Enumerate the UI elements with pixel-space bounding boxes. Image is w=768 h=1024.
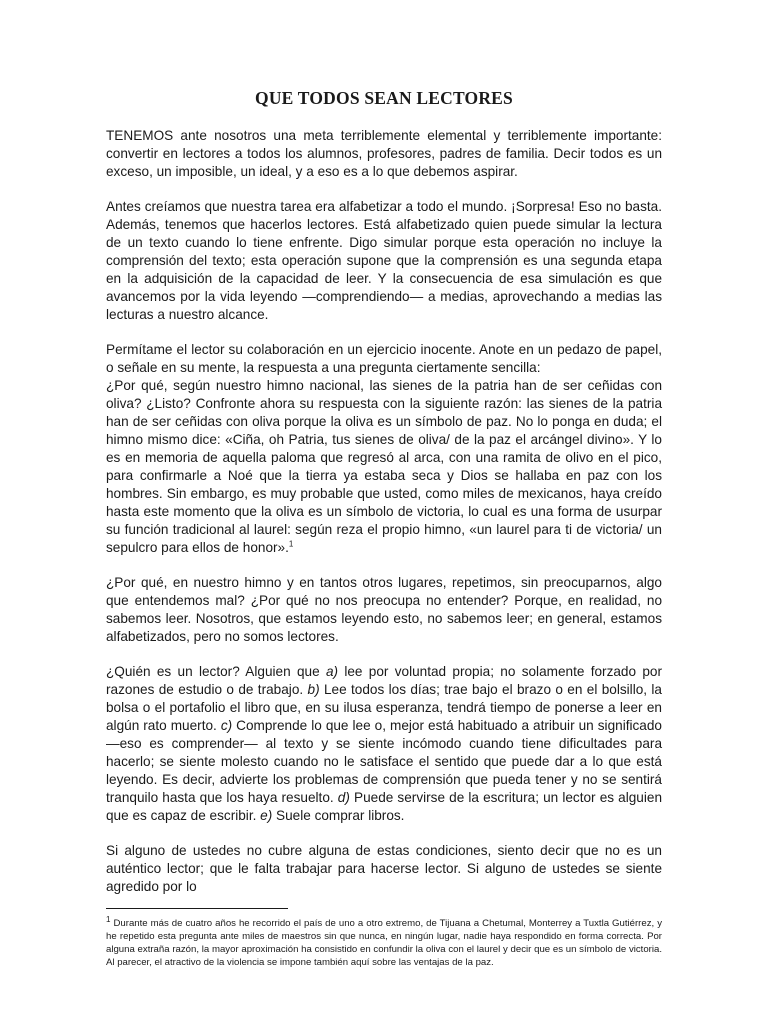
- list-marker-c: c): [220, 718, 233, 733]
- paragraph-3b-text: ¿Por qué, según nuestro himno nacional, las sienes de la patria han de ser ceñidas con oliva? ¿Listo? Confronte ahora su respuesta con la siguiente razón: las sienes de la patria han de ser ceñidas con oliva porque la oliva es un símbolo de paz. No lo ponga en duda; el himno mismo dice: «Ciña, oh Patria, tus sienes de oliva/ de la paz el arcángel divino». Y lo es en memoria de aquella paloma que regresó al arca, con una ramita de olivo en el pico, para confirmarle a Noé que la tierra ya estaba seca y Dios se hallaba en paz con los hombres. Sin embargo, es muy probable que usted, como miles de mexicanos, haya creído hasta este momento que la oliva es un símbolo de victoria, lo cual es una forma de usurpar su función tradicional al laurel: según reza el propio himno, «un laurel para ti de victoria/ un sepulcro para ellos de honor».: [106, 378, 662, 555]
- footnote-mark: 1: [106, 914, 111, 924]
- paragraph-3a: Permítame el lector su colaboración en un ejercicio inocente. Anote en un pedazo de papel, o señale en su mente, la respuesta a una pregunta ciertamente sencilla:: [106, 342, 662, 375]
- paragraph-5-part: lee por voluntad propia; no solamente forzado por razones de estudio o de trabajo.: [106, 664, 662, 697]
- paragraph-4: ¿Por qué, en nuestro himno y en tantos otros lugares, repetimos, sin preocuparnos, algo que entendemos mal? ¿Por qué no nos preocupa no entender? Porque, en realidad, no sabemos leer. Nosotros, que estamos leyendo esto, no sabemos leer; en general, estamos alfabetizados, pero no somos lectores.: [106, 575, 662, 644]
- paragraph-5-part: ¿Quién es un lector? Alguien que: [106, 664, 326, 679]
- footnote-divider: [106, 908, 288, 909]
- paragraph-5-part: Comprende lo que lee o, mejor está habituado a atribuir un significado —eso es comprender— al texto y se siente incómodo cuando tiene dificultades para hacerlo; se siente molesto cuando no le satisface el sentido que puede dar a lo que está leyendo. Es decir, advierte los problemas de comprensión que pueda tener y no se sentirá tranquilo hasta que los haya resuelto.: [106, 718, 662, 805]
- paragraph-5-part: Suele comprar libros.: [272, 808, 405, 823]
- paragraph-3b: [106, 377, 662, 557]
- list-marker-d: d): [337, 790, 350, 805]
- list-marker-b: b): [307, 682, 320, 697]
- list-marker-e: e): [260, 808, 273, 823]
- paragraph-5-part: Puede servirse de la escritura; un lector es alguien que es capaz de escribir.: [106, 790, 663, 823]
- list-marker-a: a): [325, 664, 339, 679]
- paragraph-2: Antes creíamos que nuestra tarea era alfabetizar a todo el mundo. ¡Sorpresa! Eso no basta. Además, tenemos que hacerlos lectores. Está alfabetizado quien puede simular la lectura de un texto cuando lo tiene enfrente. Digo simular porque esta operación no incluye la comprensión del texto; esta operación supone que la comprensión es una segunda etapa en la adquisición de la capacidad de leer. Y la consecuencia de esa simulación es que avancemos por la vida leyendo —comprendiendo— a medias, aprovechando a medias las lecturas a nuestro alcance.: [106, 199, 662, 322]
- paragraph-6: Si alguno de ustedes no cubre alguna de estas condiciones, siento decir que no es un auténtico lector; que le falta trabajar para hacerse lector. Si alguno de ustedes se siente agredido por lo: [106, 843, 662, 894]
- paragraph-5-part: Lee todos los días; trae bajo el brazo o en el bolsillo, la bolsa o el portafolio el libro que, en su ilusa esperanza, tendrá tiempo de ponerse a leer en algún rato muerto.: [106, 682, 662, 733]
- paragraph-1: TENEMOS ante nosotros una meta terriblemente elemental y terriblemente importante: convertir en lectores a todos los alumnos, profesores, padres de familia. Decir todos es un exceso, un imposible, un ideal, y a eso es a lo que debemos aspirar.: [106, 128, 662, 179]
- footnote-reference[interactable]: 1: [288, 539, 294, 549]
- footnote-1: [106, 914, 662, 969]
- paragraph-5: [106, 663, 662, 825]
- footnote-text: Durante más de cuatro años he recorrido el país de uno a otro extremo, de Tijuana a Chetumal, Monterrey a Tuxtla Gutiérrez, y he repetido esta pregunta ante miles de maestros sin que nunca, en ningún lugar, nadie haya respondido en forma correcta. Por alguna extraña razón, la mayor aproximación ha consistido en confundir la oliva con el laurel y decir que es un símbolo de victoria. Al parecer, el atractivo de la violencia se impone también aquí sobre las ventajas de la paz.: [106, 918, 662, 968]
- document-title: QUE TODOS SEAN LECTORES: [255, 88, 513, 108]
